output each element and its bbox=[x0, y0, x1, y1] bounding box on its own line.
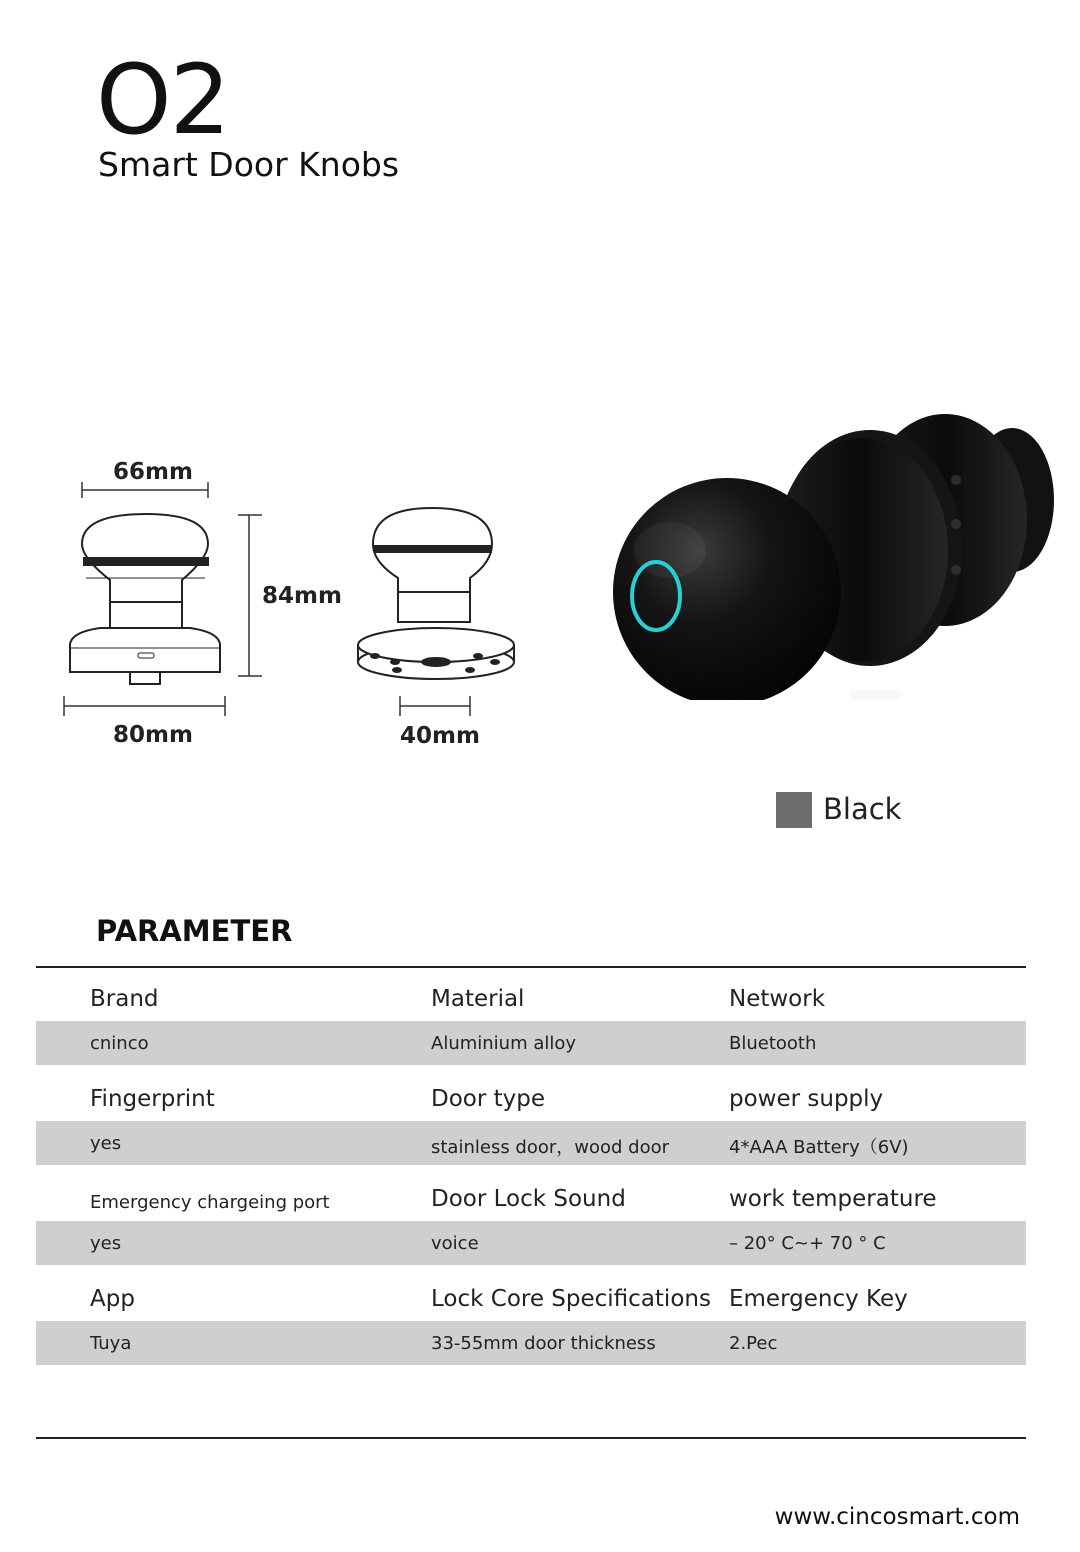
param-label: Door Lock Sound bbox=[431, 1186, 626, 1212]
table-row bbox=[36, 975, 1026, 1021]
param-label: work temperature bbox=[729, 1186, 937, 1212]
param-label: Brand bbox=[90, 986, 159, 1012]
param-value: cninco bbox=[90, 1033, 149, 1054]
table-row bbox=[36, 1021, 1026, 1065]
website-link[interactable]: www.cincosmart.com bbox=[774, 1504, 1020, 1530]
param-value: Tuya bbox=[90, 1333, 132, 1354]
product-subtitle: Smart Door Knobs bbox=[98, 145, 400, 184]
parameter-table bbox=[36, 975, 1026, 1365]
param-label: Emergency chargeing port bbox=[90, 1192, 330, 1213]
spindle-label: 40mm bbox=[400, 723, 480, 749]
param-value: yes bbox=[90, 1233, 122, 1254]
param-value: 4*AAA Battery（6V) bbox=[729, 1137, 909, 1158]
table-row bbox=[36, 1221, 1026, 1265]
table-row bbox=[36, 1075, 1026, 1121]
color-label: Black bbox=[823, 792, 902, 826]
param-label: Door type bbox=[431, 1086, 546, 1112]
param-label: App bbox=[90, 1286, 135, 1312]
table-row bbox=[36, 1175, 1026, 1221]
param-value: Bluetooth bbox=[729, 1033, 817, 1054]
param-value: yes bbox=[90, 1133, 122, 1154]
param-label: power supply bbox=[729, 1086, 884, 1112]
table-row bbox=[36, 1121, 1026, 1165]
param-value: 33-55mm door thickness bbox=[431, 1333, 656, 1354]
table-row bbox=[36, 1275, 1026, 1321]
param-value: – 20° C~+ 70 ° C bbox=[729, 1233, 886, 1254]
param-value: voice bbox=[431, 1233, 479, 1254]
param-value: stainless door，wood door bbox=[431, 1137, 670, 1158]
param-label: Network bbox=[729, 986, 826, 1012]
param-label: Emergency Key bbox=[729, 1286, 908, 1312]
width-bottom-label: 80mm bbox=[113, 722, 193, 748]
height-label: 84mm bbox=[262, 583, 342, 609]
table-bottom-rule bbox=[36, 1437, 1026, 1439]
product-image bbox=[600, 400, 1070, 700]
param-label: Fingerprint bbox=[90, 1086, 215, 1112]
table-top-rule bbox=[36, 966, 1026, 968]
param-label: Material bbox=[431, 986, 525, 1012]
width-top-label: 66mm bbox=[113, 459, 193, 485]
param-value: 2.Pec bbox=[729, 1333, 778, 1354]
table-row bbox=[36, 1321, 1026, 1365]
param-value: Aluminium alloy bbox=[431, 1033, 577, 1054]
model-number: O2 bbox=[96, 44, 229, 156]
color-swatch bbox=[776, 792, 812, 828]
param-label: Lock Core Specifications bbox=[431, 1286, 711, 1312]
parameter-heading: PARAMETER bbox=[96, 914, 293, 948]
